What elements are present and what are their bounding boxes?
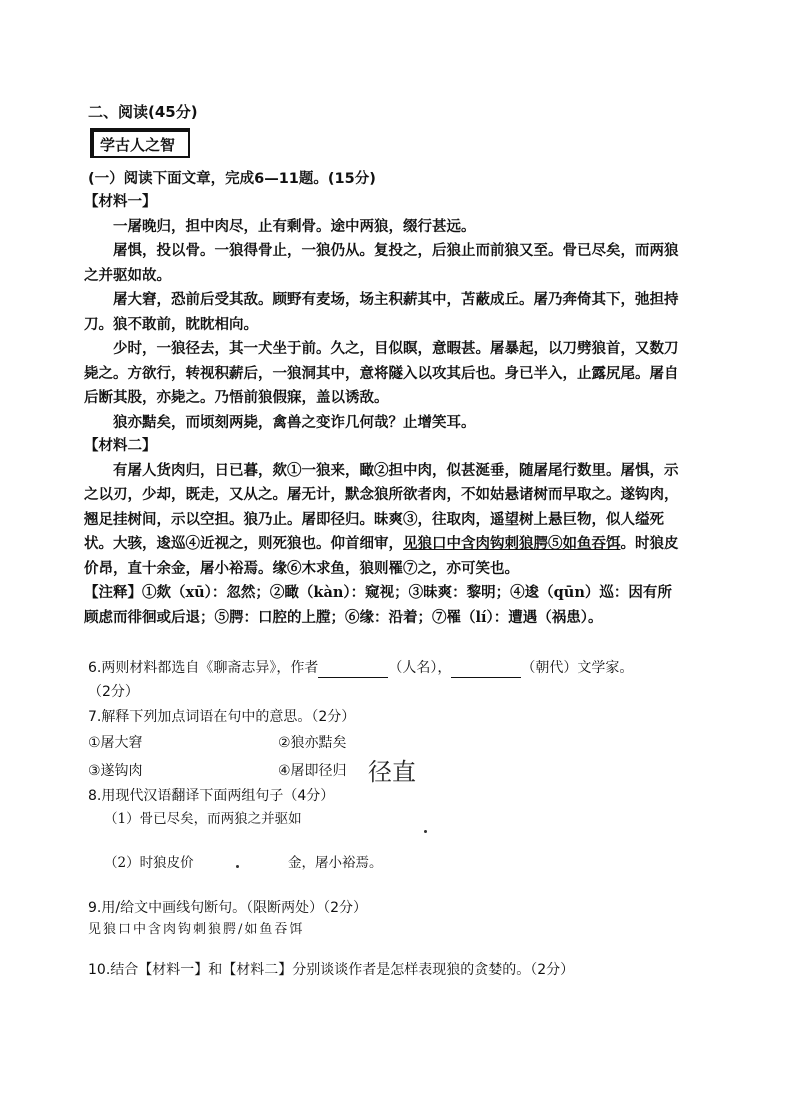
material-one [84,190,684,435]
material-one-paragraph: 屠大窘，恐前后受其敌。顾野有麦场，场主积薪其中，苫蔽成丘。屠乃奔倚其下，弛担持刀。狼不敢前，眈眈相向。 [84,291,679,333]
material-one-paragraph: 狼亦黠矣，而顷刻两毙，禽兽之变诈几何哉？止增笑耳。 [113,413,476,431]
question-8-stem: 8.用现代汉语翻译下面两组句子（4分） [88,788,335,804]
material-two [84,434,684,630]
q6-suffix: （朝代）文学家。 [521,660,634,676]
material-one-paragraph: 屠惧，投以骨。一狼得骨止，一狼仍从。复投之，后狼止而前狼又至。骨已尽矣，而两狼之并驱如故。 [84,242,679,284]
underlined-sentence: 见狼口中含肉钩刺狼腭⑤如鱼吞饵 [403,535,621,552]
section-banner: 学古人之智 [90,128,190,158]
q6-mid: （人名）， [388,660,452,676]
dynasty-blank[interactable] [451,663,521,678]
q7-items-row-2 [88,760,488,780]
question-7-stem: 7.解释下列加点词语在句中的意思。（2分） [88,709,356,725]
reading-intro: (一）阅读下面文章，完成6—11题。(15分) [88,171,376,187]
notes: 【注释】①欻（xū）：忽然；②瞰（kàn）：窥视；③昧爽：黎明；④逡（qūn）巡：因有所顾虑而徘徊或后退；⑤腭：口腔的上膛；⑥缘：沿着；⑦罹（lí）：遭遇（祸患）。 [84,584,672,626]
q6-score: （2分） [88,684,139,700]
material-two-label: 【材料二】 [84,437,157,454]
question-9-stem: 9.用/给文中画线句断句。（限断两处）（2分） [88,900,367,916]
section-title: 二、阅读(45分) [88,103,198,121]
handwritten-answer: 径直 [368,758,416,786]
stray-mark [236,865,239,868]
material-one-paragraph: 少时，一狼径去，其一犬坐于前。久之，目似瞑，意暇甚。屠暴起，以刀劈狼首，又数刀毙之。方欲行，转视积薪后，一狼洞其中，意将隧入以攻其后也。身已半入，止露尻尾。屠自后断其股，亦毙之。乃悟前狼假寐，盖以诱敌。 [84,340,679,406]
q7-item: ①屠大窘 [88,735,143,751]
q8-sentence-1: （1）骨已尽矣，而两狼之并驱如 [104,811,302,827]
material-two-text-end: 。时狼皮价昂，直十余金，屠小裕焉。缘⑥木求鱼，狼则罹⑦之，亦可笑也。 [84,535,679,577]
q8-sentence-2b: 金，屠小裕焉。 [288,855,383,871]
material-two-text: 有屠人货肉归，日已暮，欻①一狼来，瞰②担中肉，似甚涎垂，随屠尾行数里。屠惧，示之以刃，少却，既走，又从之。屠无计，默念狼所欲者肉，不如姑悬诸树而早取之。遂钩肉，翘足挂树间，示以空担。狼乃止。屠即径归。昧爽③，往取肉，遥望树上悬巨物，似人缢死状。大骇，逡巡④近视之，则死狼也。仰首细审， [84,461,679,552]
material-two-paragraph [84,459,684,582]
q9-sentence: 见狼口中含肉钩刺狼腭/如鱼吞饵 [88,922,305,937]
q7-item: ④屠即径归 [278,763,347,779]
material-one-paragraph: 一屠晚归，担中肉尽，止有剩骨。途中两狼，缀行甚远。 [113,217,476,235]
q6-prefix: 6.两则材料都选自《聊斋志异》，作者 [88,660,319,676]
material-one-label: 【材料一】 [84,193,157,210]
stray-mark [424,830,427,833]
question-10-stem: 10.结合【材料一】和【材料二】分别谈谈作者是怎样表现狼的贪婪的。（2分） [88,962,575,978]
q8-sentence-2a: （2）时狼皮价 [104,855,194,871]
q7-item: ②狼亦黠矣 [278,735,347,751]
q7-item: ③遂钩肉 [88,763,143,779]
q7-items-row-1 [88,732,488,752]
question-6 [88,658,633,678]
author-blank[interactable] [318,663,388,678]
